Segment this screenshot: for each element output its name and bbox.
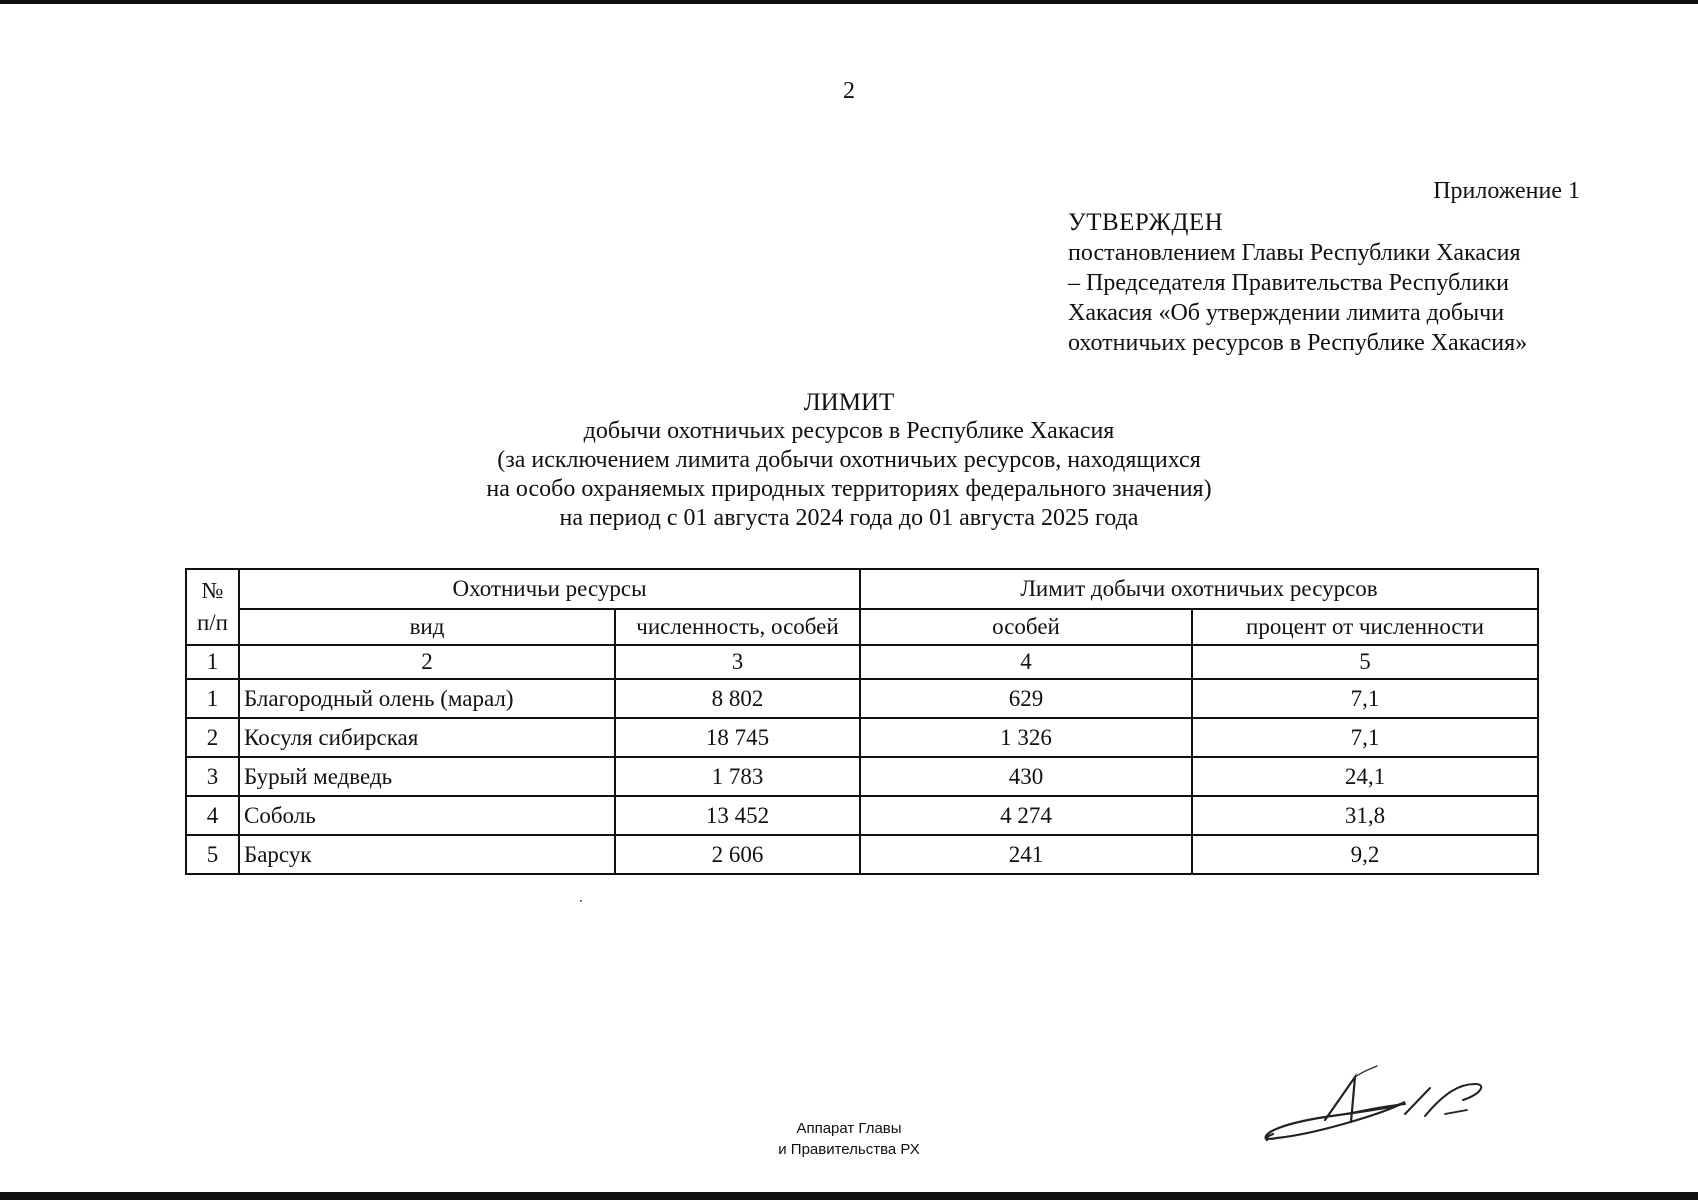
title-line: на период с 01 августа 2024 года до 01 августа 2025 года (559, 505, 1139, 531)
header-population: численность, особей (615, 609, 860, 645)
header-number-abbr: п/п (196, 610, 228, 635)
header-limit-percent: процент от численности (1192, 609, 1538, 645)
row-percent: 24,1 (1192, 757, 1538, 796)
limits-table (185, 568, 1539, 875)
row-population: 1 783 (615, 757, 860, 796)
row-population: 13 452 (615, 796, 860, 835)
header-number-symbol: № (201, 578, 224, 603)
approval-line: постановлением Главы Республики Хакасия (1068, 240, 1521, 266)
table-row (186, 796, 1538, 835)
header-number (186, 569, 239, 645)
row-species: Соболь (239, 796, 615, 835)
row-population: 2 606 (615, 835, 860, 874)
approved-heading: УТВЕРЖДЕН (1068, 209, 1224, 236)
column-number: 1 (186, 645, 239, 679)
stamp-line-2: и Правительства РХ (778, 1141, 920, 1158)
title-line: добычи охотничьих ресурсов в Республике Хакасия (583, 418, 1115, 444)
page-number: 2 (843, 78, 855, 104)
table-row (186, 757, 1538, 796)
row-species: Благородный олень (марал) (239, 679, 615, 718)
row-percent: 31,8 (1192, 796, 1538, 835)
approval-line: – Председателя Правительства Республики (1068, 270, 1509, 296)
row-limit: 4 274 (860, 796, 1192, 835)
title-main: ЛИМИТ (803, 389, 895, 416)
row-limit: 430 (860, 757, 1192, 796)
stamp-line-1: Аппарат Главы (796, 1120, 902, 1137)
column-number: 5 (1192, 645, 1538, 679)
row-percent: 7,1 (1192, 679, 1538, 718)
document-title (0, 388, 1698, 533)
row-species: Барсук (239, 835, 615, 874)
title-line: на особо охраняемых природных территориях федерального значения) (486, 476, 1212, 502)
row-species: Бурый медведь (239, 757, 615, 796)
appendix-label: Приложение 1 (1433, 178, 1580, 204)
column-number: 3 (615, 645, 860, 679)
approval-block (1068, 208, 1588, 358)
scan-top-edge (0, 0, 1698, 4)
row-percent: 7,1 (1192, 718, 1538, 757)
row-population: 18 745 (615, 718, 860, 757)
row-number: 3 (186, 757, 239, 796)
row-percent: 9,2 (1192, 835, 1538, 874)
header-limit-group: Лимит добычи охотничьих ресурсов (860, 569, 1538, 609)
row-limit: 241 (860, 835, 1192, 874)
header-species: вид (239, 609, 615, 645)
row-number: 4 (186, 796, 239, 835)
column-number-row (186, 645, 1538, 679)
column-number: 2 (239, 645, 615, 679)
row-number: 1 (186, 679, 239, 718)
table-row (186, 835, 1538, 874)
signature (1255, 1062, 1535, 1152)
table-header-row (186, 569, 1538, 609)
approval-line: Хакасия «Об утверждении лимита добычи (1068, 300, 1505, 326)
table-row (186, 718, 1538, 757)
title-line: (за исключением лимита добычи охотничьих ресурсов, находящихся (497, 447, 1201, 473)
table-subheader-row (186, 609, 1538, 645)
scan-bottom-edge (0, 1192, 1698, 1200)
header-limit-count: особей (860, 609, 1192, 645)
column-number: 4 (860, 645, 1192, 679)
row-number: 2 (186, 718, 239, 757)
approval-line: охотничьих ресурсов в Республике Хакасия» (1068, 330, 1528, 356)
scan-speck (580, 900, 582, 902)
row-population: 8 802 (615, 679, 860, 718)
row-species: Косуля сибирская (239, 718, 615, 757)
row-number: 5 (186, 835, 239, 874)
header-resources-group: Охотничьи ресурсы (239, 569, 860, 609)
row-limit: 1 326 (860, 718, 1192, 757)
table-row (186, 679, 1538, 718)
row-limit: 629 (860, 679, 1192, 718)
